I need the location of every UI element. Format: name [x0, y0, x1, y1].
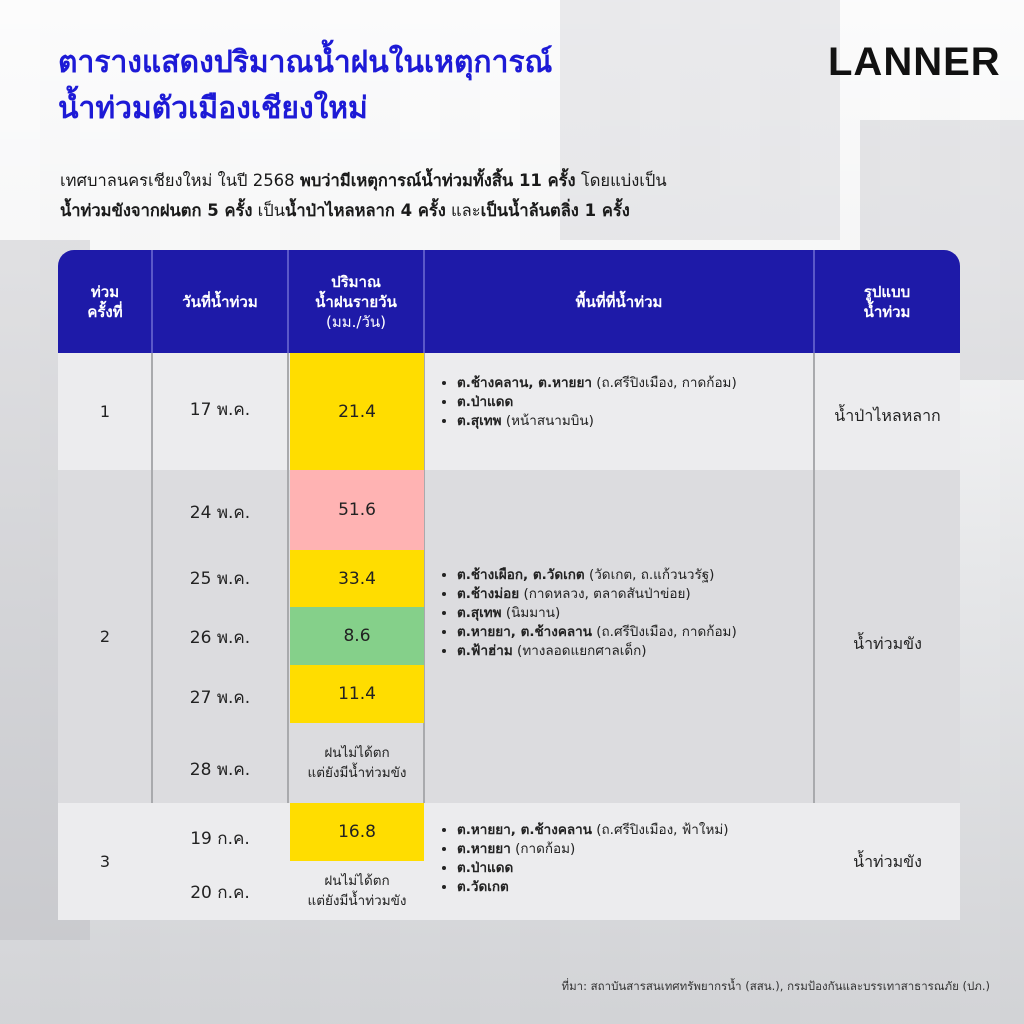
rainfall-cell: 21.4 — [290, 353, 424, 470]
rainfall-cell: 11.4 — [290, 665, 424, 723]
event-date: 19 ก.ค. — [190, 829, 250, 849]
intro-bold: น้ำป่าไหลหลาก 4 ครั้ง — [285, 201, 446, 220]
intro-bold: เป็นน้ำล้นตลิ่ง 1 ครั้ง — [480, 201, 630, 220]
flood-type: น้ำท่วมขัง — [853, 634, 922, 653]
header-divider — [423, 250, 425, 353]
area-item: • ต.ช้างคลาน, ต.หายยา (ถ.ศรีปิงเมือง, กาดก้อม) — [457, 374, 861, 393]
intro-part: เป็น — [252, 201, 286, 220]
rainfall-cell: 16.8 — [290, 803, 424, 861]
header-rainfall-label: ปริมาณ น้ำฝนรายวัน — [315, 272, 397, 311]
area-item: • ต.ฟ้าฮ่าม (ทางลอดแยกศาลเด็ก) — [457, 642, 861, 661]
event-date: 28 พ.ค. — [189, 760, 251, 780]
area-item: • ต.ช้างเผือก, ต.วัดเกต (วัดเกต, ถ.แก้วนวรัฐ) — [457, 566, 861, 585]
rainfall-cell: 33.4 — [290, 550, 424, 607]
header-event-no: ท่วม ครั้งที่ — [87, 282, 123, 321]
event-date: 17 พ.ค. — [189, 400, 251, 420]
intro-part: เทศบาลนครเชียงใหม่ ในปี 2568 — [60, 171, 300, 190]
area-item: • ต.วัดเกต — [457, 878, 861, 897]
area-item: • ต.หายยา (กาดก้อม) — [457, 840, 861, 859]
header-divider — [813, 250, 815, 353]
flood-type: น้ำท่วมขัง — [853, 852, 922, 871]
rainfall-note: ฝนไม่ได้ตก แต่ยังมีน้ำท่วมขัง — [307, 872, 407, 909]
flood-table — [58, 250, 960, 920]
rainfall-cell: 8.6 — [290, 607, 424, 665]
header-rainfall — [288, 250, 424, 353]
intro-part: โดยแบ่งเป็น — [575, 171, 667, 190]
lanner-logo: LANNER — [828, 40, 1001, 84]
header-flood-type: รูปแบบ น้ำท่วม — [863, 282, 911, 321]
area-item: • ต.ป่าแดด — [457, 859, 861, 878]
event-number: 2 — [99, 627, 111, 646]
area-item: • ต.สุเทพ (นิมมาน) — [457, 604, 861, 623]
intro-part: และ — [445, 201, 481, 220]
header-divider — [287, 250, 289, 353]
event-date: 20 ก.ค. — [190, 883, 250, 903]
table-header — [58, 250, 960, 353]
intro-bold: น้ำท่วมขังจากฝนตก 5 ครั้ง — [60, 201, 253, 220]
rainfall-cell: 51.6 — [290, 470, 424, 550]
title-line-1: ตารางแสดงปริมาณน้ำฝนในเหตุการณ์ — [58, 45, 553, 80]
header-date: วันที่น้ำท่วม — [182, 292, 258, 311]
area-item: • ต.ช้างม่อย (กาดหลวง, ตลาดสันป่าข่อย) — [457, 585, 861, 604]
event-number: 1 — [99, 402, 111, 421]
source-note: ที่มา: สถาบันสารสนเทศทรัพยากรน้ำ (สสน.), กรมป้องกันและบรรเทาสาธารณภัย (ปภ.) — [561, 979, 990, 993]
event-number: 3 — [99, 852, 111, 871]
title-line-2: น้ำท่วมตัวเมืองเชียงใหม่ — [58, 91, 368, 126]
flood-areas — [441, 374, 861, 431]
event-date: 25 พ.ค. — [189, 569, 251, 589]
header-divider — [151, 250, 153, 353]
rainfall-note: ฝนไม่ได้ตก แต่ยังมีน้ำท่วมขัง — [307, 745, 407, 781]
event-date: 24 พ.ค. — [189, 503, 251, 523]
flood-areas — [441, 566, 861, 661]
event-date: 26 พ.ค. — [189, 628, 251, 648]
intro-text — [60, 166, 960, 226]
area-item: • ต.หายยา, ต.ช้างคลาน (ถ.ศรีปิงเมือง, กาดก้อม) — [457, 623, 861, 642]
area-item: • ต.ป่าแดด — [457, 393, 861, 412]
area-item: • ต.หายยา, ต.ช้างคลาน (ถ.ศรีปิงเมือง, ฟ้าใหม่) — [457, 821, 861, 840]
page-title — [58, 40, 552, 132]
header-rainfall-unit: (มม./วัน) — [326, 312, 386, 331]
area-item: • ต.สุเทพ (หน้าสนามบิน) — [457, 412, 861, 431]
flood-areas — [441, 821, 861, 897]
intro-bold: พบว่ามีเหตุการณ์น้ำท่วมทั้งสิ้น 11 ครั้ง — [299, 171, 576, 190]
flood-type: น้ำป่าไหลหลาก — [834, 406, 941, 425]
event-date: 27 พ.ค. — [189, 688, 251, 708]
header-area: พื้นที่ที่น้ำท่วม — [575, 292, 663, 311]
